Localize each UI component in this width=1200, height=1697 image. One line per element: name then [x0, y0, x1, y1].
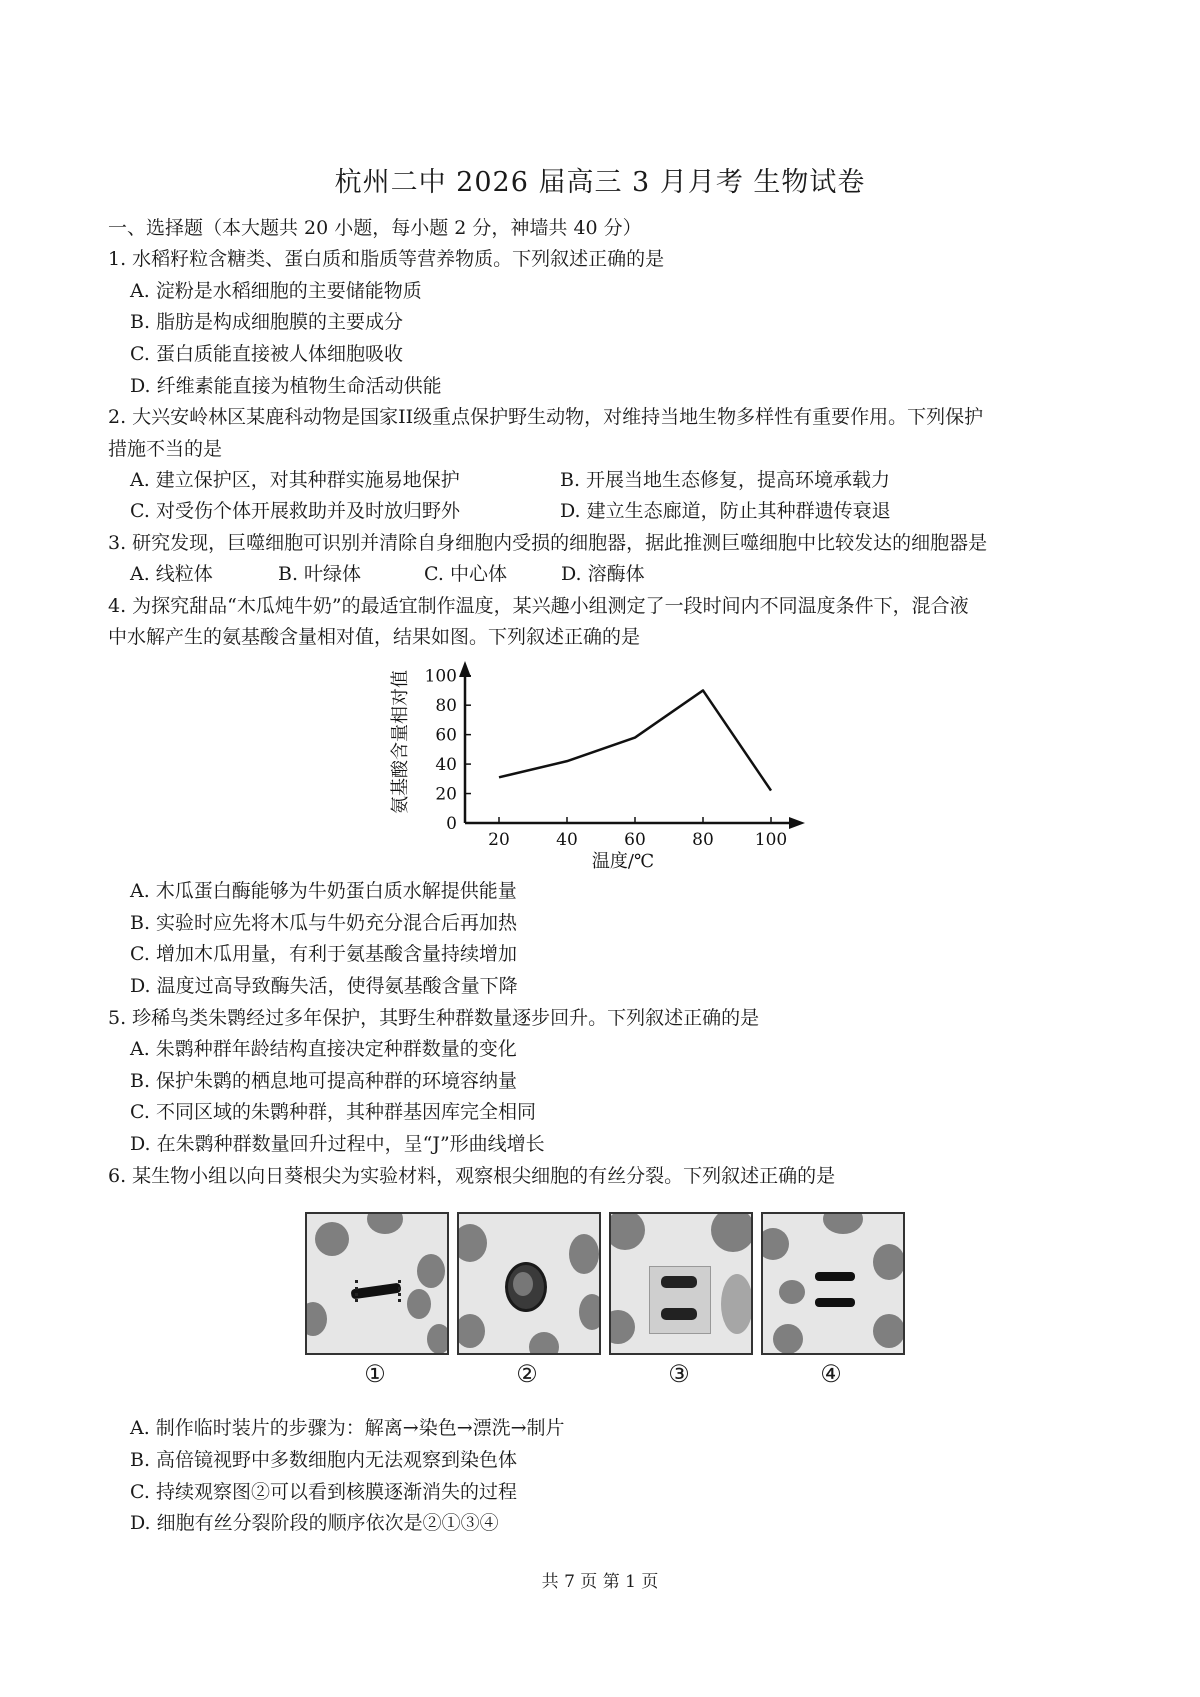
data-line	[499, 690, 771, 790]
figure-label-3: ③	[668, 1360, 690, 1388]
q5-option-b: B. 保护朱鹮的栖息地可提高种群的环境容纳量	[130, 1070, 518, 1092]
page-footer: 共 7 页 第 1 页	[541, 1572, 659, 1592]
q2-stem-line1: 2. 大兴安岭林区某鹿科动物是国家II级重点保护野生动物，对维持当地生物多样性有重要作用。下列保护	[108, 406, 984, 428]
x-tick-label: 100	[754, 830, 788, 850]
micrograph-2	[457, 1212, 601, 1355]
q2-option-a: A. 建立保护区，对其种群实施易地保护	[130, 469, 460, 491]
q4-stem-line1: 4. 为探究甜品“木瓜炖牛奶”的最适宜制作温度，某兴趣小组测定了一段时间内不同温度条件下，混合液	[108, 595, 969, 617]
y-tick-label: 100	[424, 666, 457, 687]
q5-option-c: C. 不同区域的朱鹮种群，其种群基因库完全相同	[130, 1101, 536, 1123]
q4-option-b: B. 实验时应先将木瓜与牛奶充分混合后再加热	[130, 912, 518, 934]
q6-option-b: B. 高倍镜视野中多数细胞内无法观察到染色体	[130, 1449, 518, 1471]
y-axis-arrow	[459, 661, 471, 677]
q4-option-a: A. 木瓜蛋白酶能够为牛奶蛋白质水解提供能量	[130, 880, 517, 902]
q5-option-d: D. 在朱鹮种群数量回升过程中，呈“J”形曲线增长	[130, 1133, 545, 1155]
y-tick-label: 60	[435, 725, 457, 746]
x-axis-label: 温度/℃	[591, 851, 655, 870]
y-tick-label: 40	[435, 755, 457, 776]
q1-option-a: A. 淀粉是水稻细胞的主要储能物质	[130, 280, 422, 302]
x-tick-label: 20	[488, 830, 510, 850]
q3-option-a: A. 线粒体	[130, 563, 213, 585]
q6-option-c: C. 持续观察图②可以看到核膜逐渐消失的过程	[130, 1481, 517, 1503]
mitosis-micrographs	[305, 1212, 905, 1357]
q2-option-d: D. 建立生态廊道，防止其种群遗传衰退	[560, 500, 891, 522]
y-tick-label: 80	[435, 696, 457, 717]
page-title: 杭州二中 2026 届高三 3 月月考 生物试卷	[334, 167, 866, 198]
micrograph-4	[761, 1212, 905, 1355]
q4-option-d: D. 温度过高导致酶失活，使得氨基酸含量下降	[130, 975, 518, 997]
q1-option-d: D. 纤维素能直接为植物生命活动供能	[130, 375, 442, 397]
q1-option-c: C. 蛋白质能直接被人体细胞吸收	[130, 343, 403, 365]
figure-label-1: ①	[364, 1360, 386, 1388]
q2-option-c: C. 对受伤个体开展救助并及时放归野外	[130, 500, 460, 522]
x-tick-label: 80	[692, 830, 714, 850]
section-heading: 一、选择题（本大题共 20 小题，每小题 2 分，神墙共 40 分）	[108, 217, 642, 239]
micrograph-3	[609, 1212, 753, 1355]
q1-stem: 1. 水稻籽粒含糖类、蛋白质和脂质等营养物质。下列叙述正确的是	[108, 248, 665, 270]
q4-option-c: C. 增加木瓜用量，有利于氨基酸含量持续增加	[130, 943, 517, 965]
y-tick-label: 20	[435, 784, 457, 805]
figure-label-2: ②	[516, 1360, 538, 1388]
amino-acid-temperature-chart	[390, 655, 820, 870]
micrograph-1	[305, 1212, 449, 1355]
q6-stem: 6. 某生物小组以向日葵根尖为实验材料，观察根尖细胞的有丝分裂。下列叙述正确的是	[108, 1165, 836, 1187]
q3-option-b: B. 叶绿体	[278, 563, 362, 585]
q4-stem-line2: 中水解产生的氨基酸含量相对值，结果如图。下列叙述正确的是	[108, 626, 641, 648]
q5-stem: 5. 珍稀鸟类朱鹮经过多年保护，其野生种群数量逐步回升。下列叙述正确的是	[108, 1007, 760, 1029]
q3-option-d: D. 溶酶体	[561, 563, 645, 585]
x-axis-arrow	[789, 817, 805, 829]
q3-stem: 3. 研究发现，巨噬细胞可识别并清除自身细胞内受损的细胞器，据此推测巨噬细胞中比较发达的细胞器是	[108, 532, 988, 554]
q3-option-c: C. 中心体	[424, 563, 507, 585]
figure-label-4: ④	[820, 1360, 842, 1388]
y-axis-label: 氨基酸含量相对值	[390, 670, 411, 814]
q2-option-b: B. 开展当地生态修复，提高环境承载力	[560, 469, 891, 491]
q6-option-d: D. 细胞有丝分裂阶段的顺序依次是②①③④	[130, 1512, 499, 1534]
x-tick-label: 40	[556, 830, 578, 850]
q1-option-b: B. 脂肪是构成细胞膜的主要成分	[130, 311, 404, 333]
x-tick-label: 60	[624, 830, 646, 850]
y-tick-label: 0	[446, 814, 457, 834]
q6-option-a: A. 制作临时装片的步骤为：解离→染色→漂洗→制片	[130, 1417, 565, 1439]
q5-option-a: A. 朱鹮种群年龄结构直接决定种群数量的变化	[130, 1038, 517, 1060]
q2-stem-line2: 措施不当的是	[108, 438, 223, 460]
